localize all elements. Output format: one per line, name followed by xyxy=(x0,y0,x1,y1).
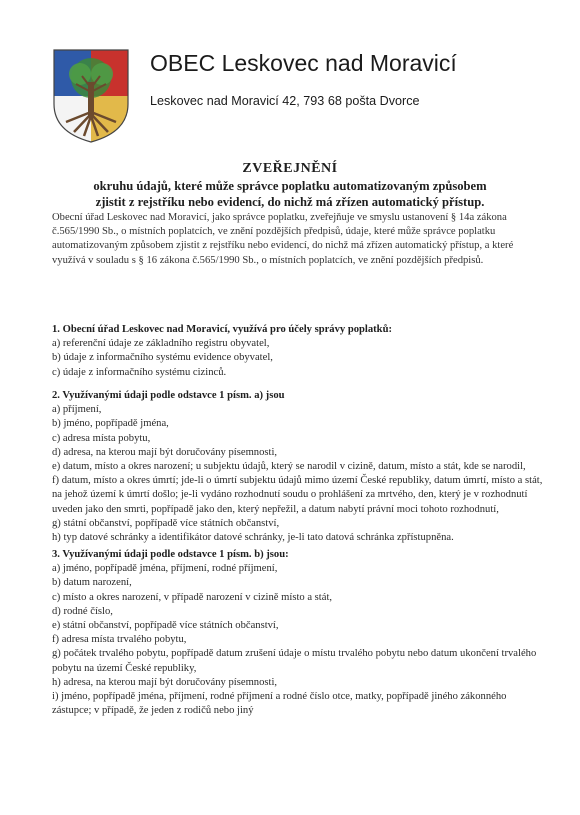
list-item: i) jméno, popřípadě jména, příjmení, rodné příjmení a rodné číslo otce, matky, popřípadě jiného zákonného zástupce; v případě, že jeden z rodičů nebo jiný xyxy=(52,691,507,717)
list-item: d) rodné číslo, xyxy=(52,605,113,617)
section-list xyxy=(52,337,544,380)
coat-of-arms-svg xyxy=(52,48,130,144)
list-item: a) referenční údaje ze základního registru obyvatel, xyxy=(52,338,270,350)
list-item: c) údaje z informačního systému cizinců. xyxy=(52,366,227,378)
letterhead xyxy=(52,42,532,152)
heading-title: ZVEŘEJNĚNÍ xyxy=(242,161,338,176)
list-item: h) typ datové schránky a identifikátor datové schránky, je-li tato datová schránka zpřístupněna. xyxy=(52,532,454,544)
heading-subtitle-line1: okruhu údajů, které může správce poplatku automatizovaným způsobem xyxy=(93,179,487,193)
list-item: g) státní občanství, popřípadě více státních občanství, xyxy=(52,517,280,529)
heading-subtitle-line2: zjistit z rejstříku nebo evidencí, do nichž má zřízen automatický přístup. xyxy=(95,195,485,209)
municipality-address: Leskovec nad Moravicí 42, 793 68 pošta Dvorce xyxy=(150,94,420,108)
list-item: b) datum narození, xyxy=(52,577,132,589)
list-item: c) místo a okres narození, v případě narození v cizině místo a stát, xyxy=(52,591,333,603)
section-list xyxy=(52,562,544,718)
section-list xyxy=(52,403,544,545)
list-item: e) datum, místo a okres narození; u subjektu údajů, který se narodil v cizině, datum, místo a stát, kde se narodil, xyxy=(52,461,526,473)
coat-of-arms-icon xyxy=(52,48,130,144)
section-2 xyxy=(52,389,544,545)
list-item: b) údaje z informačního systému evidence obyvatel, xyxy=(52,352,273,364)
intro-paragraph: Obecní úřad Leskovec nad Moravicí, jako správce poplatku, zveřejňuje ve smyslu ustanovení § 14a zákona č.565/1990 Sb., o místních poplatcích, ve znění pozdějších předpisů, údaje, které může správce poplatku automatizovaným způsobem zjistit z rejstříku nebo evidencí, do nichž má zřízen automatický přístup, a které využívá v souladu s § 16 zákona č.565/1990 Sb., o místních poplatcích, ve znění pozdějších předpisů. xyxy=(52,212,514,266)
municipality-title: OBEC Leskovec nad Moravicí xyxy=(150,50,457,76)
list-item: f) adresa místa trvalého pobytu, xyxy=(52,634,187,646)
section-1 xyxy=(52,323,544,380)
list-item: d) adresa, na kterou mají být doručovány písemnosti, xyxy=(52,446,278,458)
section-title: 2. Využívanými údaji podle odstavce 1 písm. a) jsou xyxy=(52,390,285,401)
section-3 xyxy=(52,548,544,718)
list-item: b) jméno, popřípadě jména, xyxy=(52,418,169,430)
list-item: c) adresa místa pobytu, xyxy=(52,432,151,444)
list-item: e) státní občanství, popřípadě více státních občanství, xyxy=(52,620,279,632)
list-item: f) datum, místo a okres úmrtí; jde-li o úmrtí subjektu údajů mimo území České republiky, datum úmrtí, místo a stát, na jehož území k úmrtí došlo; je-li vydáno rozhodnutí soudu o prohlášení za mrtvého, den, který je v rozhodnutí uveden jako den smrti, popřípadě jako den, který nepřežil, a datum nabytí právní moci tohoto rozhodnutí, xyxy=(52,475,543,515)
list-item: g) počátek trvalého pobytu, popřípadě datum zrušení údaje o místu trvalého pobytu nebo datum ukončení trvalého pobytu na území České republiky, xyxy=(52,648,537,674)
list-item: a) jméno, popřípadě jména, příjmení, rodné příjmení, xyxy=(52,563,278,575)
section-title: 3. Využívanými údaji podle odstavce 1 písm. b) jsou: xyxy=(52,549,289,560)
section-title: 1. Obecní úřad Leskovec nad Moravicí, využívá pro účely správy poplatků: xyxy=(52,324,392,335)
document-heading xyxy=(30,160,550,210)
list-item: a) příjmení, xyxy=(52,404,102,416)
list-item: h) adresa, na kterou mají být doručovány písemnosti, xyxy=(52,676,278,688)
